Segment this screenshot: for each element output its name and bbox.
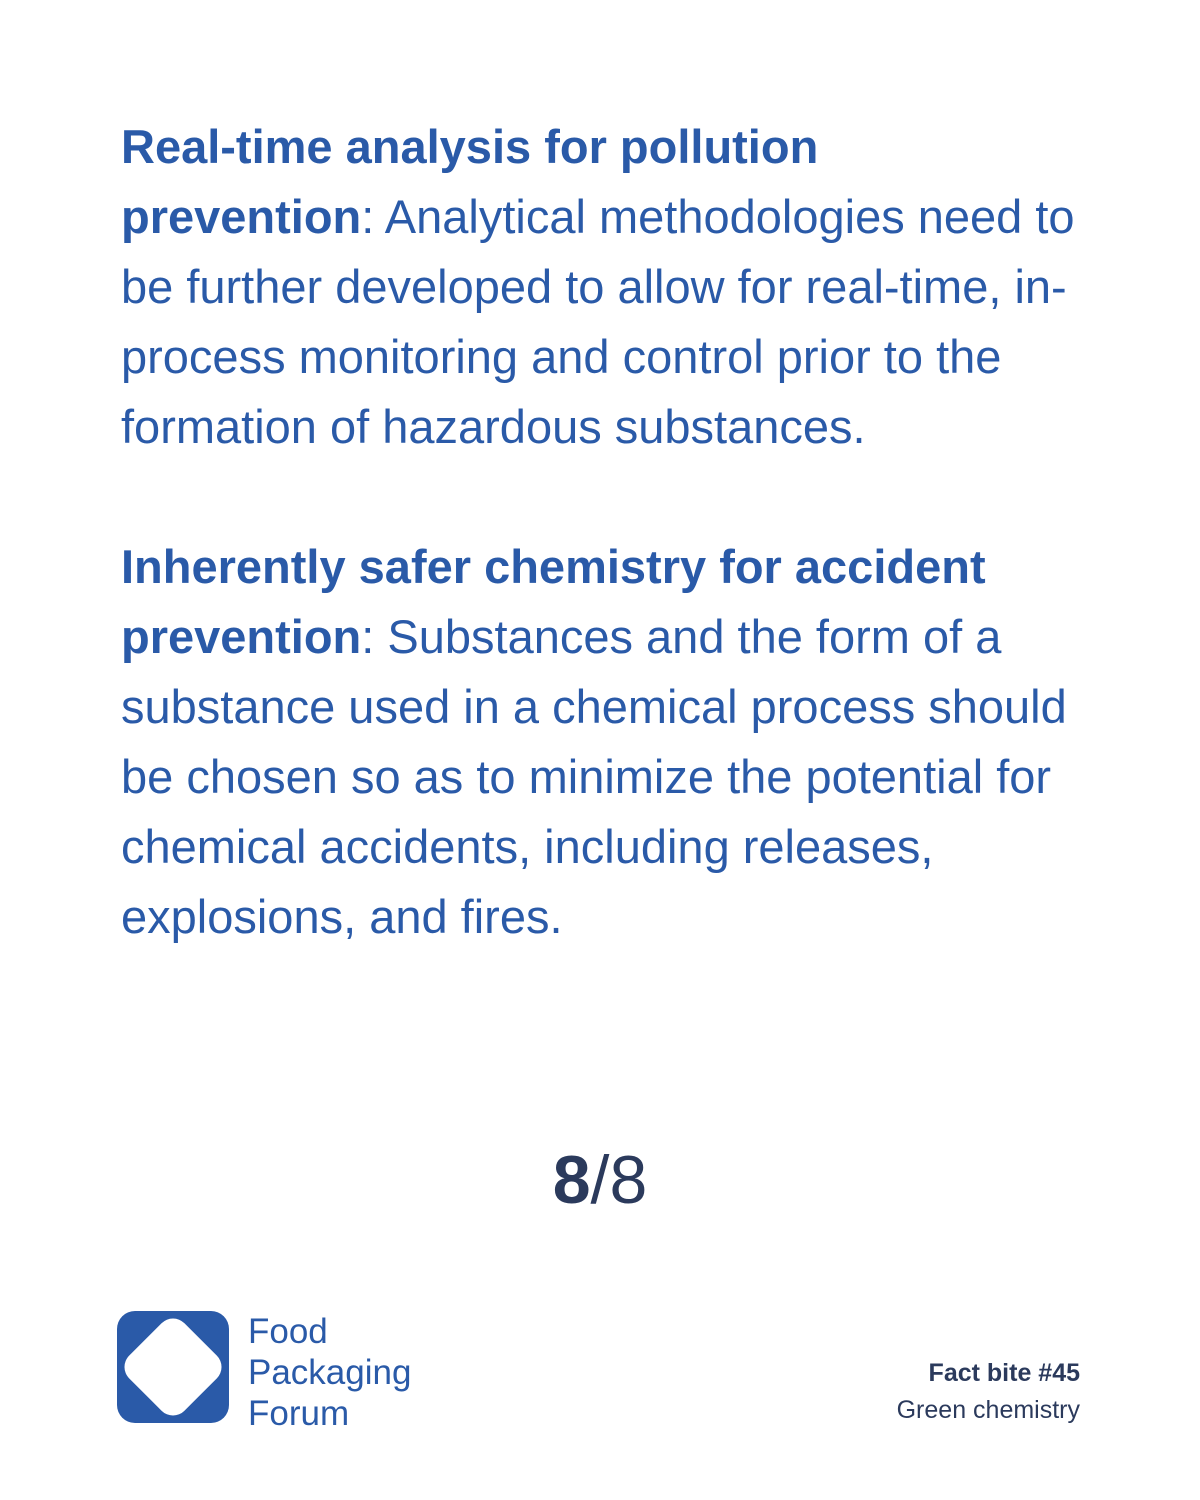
fact-bite-title: Fact bite #45 — [928, 1359, 1080, 1387]
logo-wordmark — [248, 1311, 411, 1434]
fact-bite-label — [897, 1355, 1080, 1429]
fact-bite-subtitle: Green chemistry — [896, 1396, 1080, 1424]
main-content — [121, 112, 1081, 952]
food-packaging-forum-logo — [117, 1311, 411, 1434]
logo-diamond-shape — [118, 1312, 228, 1422]
paragraph-real-time-analysis — [121, 112, 1081, 462]
paragraph-body: : Analytical methodologies need to be further developed to allow for real-time, in-process monitoring and control prior to the formation of hazardous substances. — [121, 190, 1075, 453]
paragraph-body: : Substances and the form of a substance used in a chemical process should be chosen so as to minimize the potential for chemical accidents, including releases, explosions, and fires. — [121, 610, 1067, 943]
logo-line-food: Food — [248, 1312, 328, 1351]
paragraph-heading: Inherently safer chemistry for accident prevention — [121, 540, 986, 663]
logo-line-forum: Forum — [248, 1394, 350, 1433]
paragraph-safer-chemistry — [121, 532, 1081, 952]
page-counter — [0, 1140, 1200, 1220]
page-current: 8 — [552, 1142, 591, 1218]
paragraph-heading: Real-time analysis for pollution prevention — [121, 120, 819, 243]
page-total: /8 — [590, 1142, 648, 1218]
logo-mark-icon — [117, 1311, 229, 1423]
logo-line-packaging: Packaging — [248, 1353, 412, 1392]
